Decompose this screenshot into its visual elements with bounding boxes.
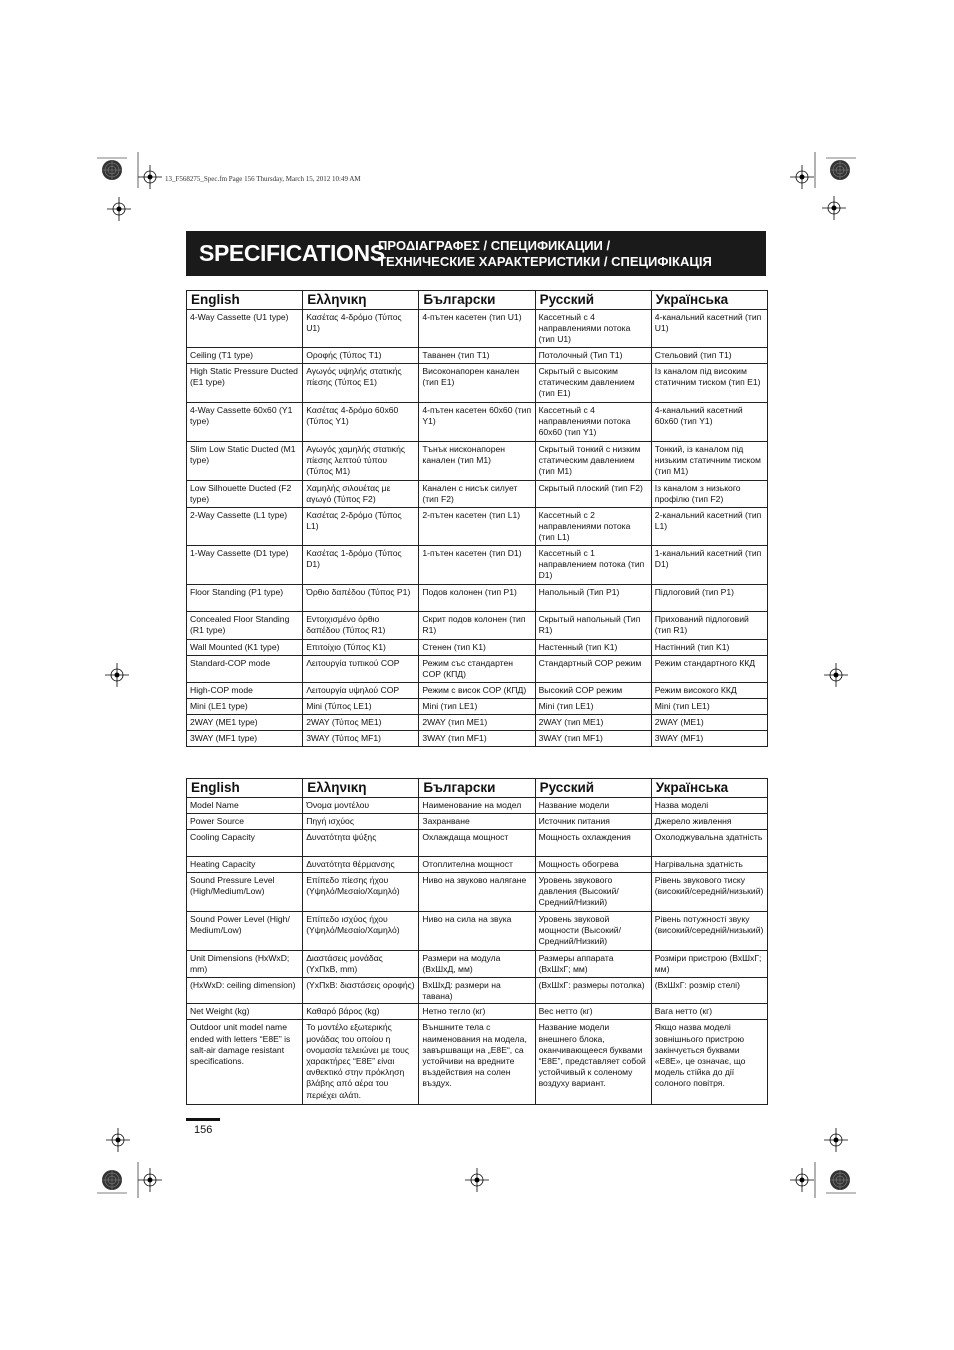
table-cell: 3WAY (тип MF1): [535, 731, 651, 747]
table-cell: Heating Capacity: [187, 857, 303, 873]
column-header: Українська: [651, 779, 767, 798]
column-header: Български: [419, 291, 535, 310]
table-cell: Високонапорен канален (тип E1): [419, 364, 535, 403]
table-cell: Όρθιο δαπέδου (Τύπος P1): [303, 585, 419, 612]
table-row: [187, 364, 768, 403]
footer-rule: [186, 1118, 220, 1121]
column-header: English: [187, 291, 303, 310]
table-cell: Model Name: [187, 798, 303, 814]
table-cell: Джерело живлення: [651, 814, 767, 830]
table-cell: Отоплителна мощност: [419, 857, 535, 873]
table-cell: Канален с нисък силует (тип F2): [419, 481, 535, 508]
table-cell: Название модели: [535, 798, 651, 814]
table-cell: 2WAY (ME1 type): [187, 715, 303, 731]
table-row: [187, 481, 768, 508]
table-cell: Захранване: [419, 814, 535, 830]
table-cell: Unit Dimensions (HxWxD; mm): [187, 951, 303, 978]
table-row: [187, 546, 768, 585]
table-cell: Πηγή ισχύος: [303, 814, 419, 830]
table-cell: Кассетный с 4 направлениями потока (тип U1): [535, 310, 651, 348]
table-cell: Αγωγός υψηλής στατικής πίεσης (Τύπος E1): [303, 364, 419, 403]
table-cell: Ниво на звуково налягане: [419, 873, 535, 912]
table-cell: Λειτουργία τυπικού COP: [303, 656, 419, 683]
table-row: [187, 683, 768, 699]
table-cell: Прихований підлоговий (тип R1): [651, 612, 767, 640]
table-cell: Slim Low Static Ducted (M1 type): [187, 442, 303, 481]
table-cell: 1-канальний касетний (тип D1): [651, 546, 767, 585]
table-cell: 4-Way Cassette (U1 type): [187, 310, 303, 348]
table-row: [187, 978, 768, 1004]
table-cell: Підлоговий (тип P1): [651, 585, 767, 612]
table-row: [187, 612, 768, 640]
table-cell: Скрит подов колонен (тип R1): [419, 612, 535, 640]
table-cell: Режим високого ККД: [651, 683, 767, 699]
table-cell: 4-канальний касетний (тип U1): [651, 310, 767, 348]
table-cell: Мощность охлаждения: [535, 830, 651, 857]
table-cell: 2WAY (Τύπος ME1): [303, 715, 419, 731]
table-cell: Standard-COP mode: [187, 656, 303, 683]
table-cell: Якщо назва моделі зовнішнього пристрою закінчується буквами «E8E», це означає, що модель стійка до дії солоного повітря.: [651, 1020, 767, 1105]
table-cell: Power Source: [187, 814, 303, 830]
table-row: [187, 951, 768, 978]
table-cell: Όνομα μοντέλου: [303, 798, 419, 814]
table-row: [187, 857, 768, 873]
table-cell: 2WAY (тип ME1): [535, 715, 651, 731]
column-header: Ελληνικη: [303, 779, 419, 798]
banner-subtitle: [378, 238, 712, 270]
table-cell: Κασέτας 4-δρόμο 60x60 (Τύπος Y1): [303, 403, 419, 442]
table-cell: Із каналом під високим статичним тиском (тип E1): [651, 364, 767, 403]
table-cell: Low Silhouette Ducted (F2 type): [187, 481, 303, 508]
table-cell: Нагрівальна здатність: [651, 857, 767, 873]
table-row: [187, 715, 768, 731]
table-cell: Кассетный с 2 направлениями потока (тип L1): [535, 508, 651, 546]
column-header: Ελληνικη: [303, 291, 419, 310]
table-cell: 4-Way Cassette 60x60 (Y1 type): [187, 403, 303, 442]
table-cell: Διαστάσεις μονάδας (ΥxΠxΒ, mm): [303, 951, 419, 978]
table-cell: 2WAY (тип ME1): [419, 715, 535, 731]
column-header: Українська: [651, 291, 767, 310]
table-cell: Χαμηλής σιλουέτας με αγωγό (Τύπος F2): [303, 481, 419, 508]
specifications-banner: [186, 231, 766, 276]
table-cell: Режим със стандартен COP (КПД): [419, 656, 535, 683]
table-cell: Οροφής (Τύπος T1): [303, 348, 419, 364]
table-cell: 3WAY (тип MF1): [419, 731, 535, 747]
table-cell: Уровень звуковой мощности (Высокий/Средний/Низкий): [535, 912, 651, 951]
specification-terms-table: [186, 778, 768, 1105]
table-cell: Sound Pressure Level (High/Medium/Low): [187, 873, 303, 912]
table-cell: Ceiling (T1 type): [187, 348, 303, 364]
table-cell: Outdoor unit model name ended with letters “E8E” is salt-air damage resistant specifications.: [187, 1020, 303, 1105]
table-cell: Mini (LE1 type): [187, 699, 303, 715]
table-cell: 3WAY (MF1 type): [187, 731, 303, 747]
table-cell: Подов колонен (тип P1): [419, 585, 535, 612]
table-cell: Καθαρό βάρος (kg): [303, 1004, 419, 1020]
table-cell: Net Weight (kg): [187, 1004, 303, 1020]
table-cell: Външните тела с наименования на модела, завършващи на „E8E“, са устойчиви на вредните въздействия на солен въздух.: [419, 1020, 535, 1105]
table-row: [187, 798, 768, 814]
table-row: [187, 640, 768, 656]
table-cell: 2-Way Cassette (L1 type): [187, 508, 303, 546]
table-cell: Кассетный с 1 направлением потока (тип D1): [535, 546, 651, 585]
page-number: 156: [194, 1124, 213, 1136]
column-header: Български: [419, 779, 535, 798]
table-row: [187, 830, 768, 857]
table-cell: (HxWxD: ceiling dimension): [187, 978, 303, 1004]
table-cell: 1-пътен касетен (тип D1): [419, 546, 535, 585]
column-header: English: [187, 779, 303, 798]
table-cell: Охлаждаща мощност: [419, 830, 535, 857]
column-header: Русский: [535, 779, 651, 798]
table-cell: Κασέτας 4-δρόμο (Τύπος U1): [303, 310, 419, 348]
table-cell: Mini (Τύπος LE1): [303, 699, 419, 715]
table-cell: Скрытый тонкий с низким статическим давлением (тип M1): [535, 442, 651, 481]
table-cell: Sound Power Level (High/ Medium/Low): [187, 912, 303, 951]
table-row: [187, 814, 768, 830]
table-cell: Λειτουργία υψηλού COP: [303, 683, 419, 699]
table-cell: 4-пътен касетен (тип U1): [419, 310, 535, 348]
table-cell: Розміри пристрою (ВхШхГ; мм): [651, 951, 767, 978]
table-cell: Стельовий (тип T1): [651, 348, 767, 364]
table-cell: 4-пътен касетен 60x60 (тип Y1): [419, 403, 535, 442]
table-cell: Рівень звукового тиску (високий/середній/низький): [651, 873, 767, 912]
table-cell: Таванен (тип T1): [419, 348, 535, 364]
table-cell: Δυνατότητα θέρμανσης: [303, 857, 419, 873]
table-cell: High Static Pressure Ducted (E1 type): [187, 364, 303, 403]
table-cell: Wall Mounted (K1 type): [187, 640, 303, 656]
table-cell: Ниво на сила на звука: [419, 912, 535, 951]
table-cell: Скрытый с высоким статическим давлением (тип E1): [535, 364, 651, 403]
table-row: [187, 585, 768, 612]
table-cell: Επιτοίχιο (Τύπος K1): [303, 640, 419, 656]
table-cell: Назва моделі: [651, 798, 767, 814]
table-cell: 3WAY (MF1): [651, 731, 767, 747]
table-cell: Скрытый плоский (тип F2): [535, 481, 651, 508]
unit-types-table: [186, 290, 768, 747]
table-cell: Вес нетто (кг): [535, 1004, 651, 1020]
table-cell: Высокий COP режим: [535, 683, 651, 699]
table-cell: Вага нетто (кг): [651, 1004, 767, 1020]
table-cell: Το μοντέλο εξωτερικής μονάδας του οποίου η ονομασία τελειώνει με τους χαρακτήρες “E8E” είναι ανθεκτικό στην πρόκληση βλάβης από αέρα του περιέχει αλάτι.: [303, 1020, 419, 1105]
table-cell: Кассетный с 4 направлениями потока 60x60 (тип Y1): [535, 403, 651, 442]
table-row: [187, 699, 768, 715]
table-cell: Δυνατότητα ψύξης: [303, 830, 419, 857]
table-cell: Наименование на модел: [419, 798, 535, 814]
table-cell: Настенный (тип K1): [535, 640, 651, 656]
banner-title: SPECIFICATIONS: [199, 240, 385, 266]
banner-subtitle-line1: ΠΡΟΔΙΑΓΡΑΦΕΣ / СПЕЦИФИКАЦИИ /: [378, 238, 611, 253]
table-cell: Название модели внешнего блока, оканчивающееся буквами “E8E”, представляет собой устойчивый к соленому воздуху вариант.: [535, 1020, 651, 1105]
table-cell: Επίπεδο πίεσης ήχου (Υψηλό/Μεσαίο/Χαμηλό): [303, 873, 419, 912]
table-cell: Αγωγός χαμηλής στατικής πίεσης λεπτού τύπου (Τύπος M1): [303, 442, 419, 481]
table-cell: Εντοιχισμένο όρθιο δαπέδου (Τύπος R1): [303, 612, 419, 640]
table-cell: Нетно тегло (кг): [419, 1004, 535, 1020]
print-header-line: 13_F568275_Spec.fm Page 156 Thursday, March 15, 2012 10:49 AM: [165, 175, 361, 183]
table-cell: 1-Way Cassette (D1 type): [187, 546, 303, 585]
table-cell: (ВхШхГ: розмір стелі): [651, 978, 767, 1004]
table-cell: Охолоджувальна здатність: [651, 830, 767, 857]
table-cell: Режим стандартного ККД: [651, 656, 767, 683]
table-cell: Настінний (тип K1): [651, 640, 767, 656]
table-cell: 2-канальний касетний (тип L1): [651, 508, 767, 546]
table-row: [187, 656, 768, 683]
table-cell: 2WAY (ME1): [651, 715, 767, 731]
table-row: [187, 442, 768, 481]
table-cell: Потолочный (Тип T1): [535, 348, 651, 364]
table-cell: Concealed Floor Standing (R1 type): [187, 612, 303, 640]
table-cell: Тънък нисконапорен канален (тип M1): [419, 442, 535, 481]
table-cell: 2-пътен касетен (тип L1): [419, 508, 535, 546]
table-row: [187, 348, 768, 364]
table-header-row: [187, 779, 768, 798]
column-header: Русский: [535, 291, 651, 310]
table-row: [187, 1004, 768, 1020]
table-cell: High-COP mode: [187, 683, 303, 699]
table-cell: Мощность обогрева: [535, 857, 651, 873]
table-cell: Із каналом з низького профілю (тип F2): [651, 481, 767, 508]
table-header-row: [187, 291, 768, 310]
table-cell: Стенен (тип K1): [419, 640, 535, 656]
table-row: [187, 873, 768, 912]
table-cell: Стандартный COP режим: [535, 656, 651, 683]
table-cell: (ΥxΠxΒ: διαστάσεις οροφής): [303, 978, 419, 1004]
table-cell: Mini (тип LE1): [651, 699, 767, 715]
table-cell: Источник питания: [535, 814, 651, 830]
table-row: [187, 912, 768, 951]
table-cell: Floor Standing (P1 type): [187, 585, 303, 612]
table-cell: Уровень звукового давления (Высокий/Средний/Низкий): [535, 873, 651, 912]
banner-subtitle-line2: ТЕХНИЧЕСКИЕ ХАРАКТЕРИСТИКИ / СПЕЦИФІКАЦІЯ: [378, 254, 712, 269]
table-cell: Размери на модула (ВxШxД, мм): [419, 951, 535, 978]
table-cell: Скрытый напольный (Тип R1): [535, 612, 651, 640]
table-cell: Рівень потужності звуку (високий/середній/низький): [651, 912, 767, 951]
table-cell: Напольный (Тип P1): [535, 585, 651, 612]
table-cell: Κασέτας 1-δρόμο (Τύπος D1): [303, 546, 419, 585]
table-cell: 3WAY (Τύπος MF1): [303, 731, 419, 747]
table-row: [187, 310, 768, 348]
table-cell: Mini (тип LE1): [419, 699, 535, 715]
table-row: [187, 508, 768, 546]
table-cell: Επίπεδο ισχύος ήχου (Υψηλό/Μεσαίο/Χαμηλό): [303, 912, 419, 951]
table-cell: Cooling Capacity: [187, 830, 303, 857]
table-row: [187, 731, 768, 747]
table-cell: Тонкий, із каналом під низьким статичним тиском (тип M1): [651, 442, 767, 481]
table-cell: Режим с висок COP (КПД): [419, 683, 535, 699]
table-cell: Mini (тип LE1): [535, 699, 651, 715]
table-cell: ВxШxД: размери на тавана): [419, 978, 535, 1004]
table-cell: Κασέτας 2-δρόμο (Τύπος L1): [303, 508, 419, 546]
table-row: [187, 1020, 768, 1105]
table-cell: Размеры аппарата (ВхШхГ; мм): [535, 951, 651, 978]
table-cell: 4-канальний касетний 60x60 (тип Y1): [651, 403, 767, 442]
table-cell: (ВхШхГ: размеры потолка): [535, 978, 651, 1004]
table-row: [187, 403, 768, 442]
